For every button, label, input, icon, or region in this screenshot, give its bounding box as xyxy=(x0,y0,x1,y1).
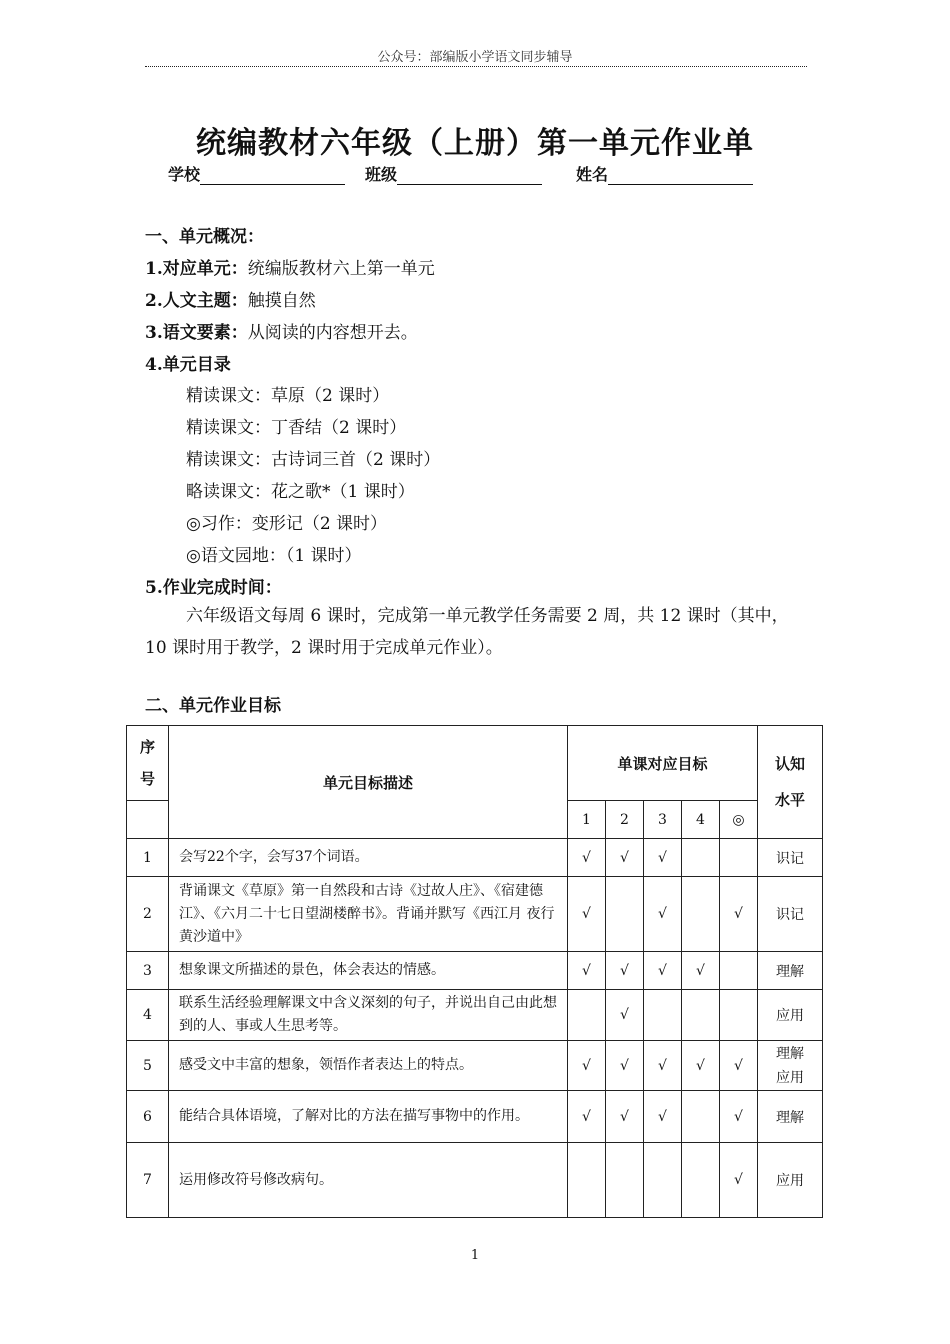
unit-item xyxy=(145,254,435,279)
row-mark: √ xyxy=(644,877,682,952)
row-no: 2 xyxy=(127,877,169,952)
document-title: 统编教材六年级（上册）第一单元作业单 xyxy=(196,126,754,161)
element-item xyxy=(145,318,418,343)
catalog-heading: 4.单元目录 xyxy=(145,355,231,375)
table-row xyxy=(127,1091,823,1143)
row-mark xyxy=(682,990,720,1041)
unit-value: 统编版教材六上第一单元 xyxy=(247,259,435,279)
row-mark: √ xyxy=(568,1041,606,1091)
row-desc: 感受文中丰富的想象，领悟作者表达上的特点。 xyxy=(169,1041,568,1091)
sub-header: 1 xyxy=(568,801,606,839)
row-mark xyxy=(644,990,682,1041)
row-mark: √ xyxy=(606,1041,644,1091)
row-mark: √ xyxy=(720,1143,758,1218)
header-no-blank xyxy=(127,801,169,839)
row-mark: √ xyxy=(644,1091,682,1143)
row-mark: √ xyxy=(568,1091,606,1143)
row-desc: 能结合具体语境，了解对比的方法在描写事物中的作用。 xyxy=(169,1091,568,1143)
table-row xyxy=(127,877,823,952)
row-desc: 背诵课文《草原》第一自然段和古诗《过故人庄》、《宿建德江》、《六月二十七日望湖楼醉书》。背诵并默写《西江月 夜行黄沙道中》 xyxy=(169,877,568,952)
class-blank[interactable] xyxy=(397,166,542,185)
row-desc: 会写22个字，会写37个词语。 xyxy=(169,839,568,877)
goals-table xyxy=(126,725,823,1218)
row-mark xyxy=(568,1143,606,1218)
row-mark: √ xyxy=(720,877,758,952)
row-mark: √ xyxy=(606,952,644,990)
row-level: 应用 xyxy=(758,1143,823,1218)
row-mark: √ xyxy=(720,1091,758,1143)
row-mark: √ xyxy=(644,952,682,990)
row-mark: √ xyxy=(682,952,720,990)
row-mark xyxy=(606,1143,644,1218)
row-desc: 运用修改符号修改病句。 xyxy=(169,1143,568,1218)
student-info-fields xyxy=(168,162,769,185)
row-mark: √ xyxy=(720,1041,758,1091)
unit-label: 1.对应单元： xyxy=(145,259,248,279)
row-mark xyxy=(682,1143,720,1218)
row-mark xyxy=(682,877,720,952)
class-label: 班级 xyxy=(365,165,398,184)
catalog-item: 精读课文：丁香结（2 课时） xyxy=(186,418,407,438)
row-mark xyxy=(720,839,758,877)
catalog-item: ◎习作：变形记（2 课时） xyxy=(186,514,388,534)
row-mark: √ xyxy=(606,1091,644,1143)
section1-heading: 一、单元概况： xyxy=(145,227,264,247)
sub-header: 4 xyxy=(682,801,720,839)
row-level: 应用 xyxy=(758,990,823,1041)
class-field[interactable] xyxy=(365,162,542,185)
row-mark xyxy=(568,990,606,1041)
row-level: 识记 xyxy=(758,877,823,952)
theme-item xyxy=(145,286,316,311)
row-mark xyxy=(720,990,758,1041)
page-header: 公众号：部编版小学语文同步辅导 xyxy=(377,50,573,65)
catalog-item: 略读课文：花之歌*（1 课时） xyxy=(186,482,415,502)
catalog-item: ◎语文园地：（1 课时） xyxy=(186,546,362,566)
section2-heading: 二、单元作业目标 xyxy=(145,696,281,716)
row-mark xyxy=(720,952,758,990)
row-mark xyxy=(606,877,644,952)
element-label: 3.语文要素： xyxy=(145,323,248,343)
table-row xyxy=(127,952,823,990)
time-heading: 5.作业完成时间： xyxy=(145,578,282,598)
row-level: 识记 xyxy=(758,839,823,877)
row-mark xyxy=(682,839,720,877)
catalog-item: 精读课文：草原（2 课时） xyxy=(186,386,390,406)
name-field[interactable] xyxy=(576,162,753,185)
element-value: 从阅读的内容想开去。 xyxy=(247,323,418,343)
sub-header: 3 xyxy=(644,801,682,839)
row-mark: √ xyxy=(568,839,606,877)
page-number: 1 xyxy=(470,1248,480,1263)
school-label: 学校 xyxy=(168,165,201,184)
row-mark: √ xyxy=(644,1041,682,1091)
header-divider xyxy=(145,66,807,67)
catalog-item: 精读课文：古诗词三首（2 课时） xyxy=(186,450,441,470)
table-row xyxy=(127,990,823,1041)
sub-header: 2 xyxy=(606,801,644,839)
row-mark: √ xyxy=(606,990,644,1041)
row-desc: 联系生活经验理解课文中含义深刻的句子，并说出自己由此想到的人、事或人生思考等。 xyxy=(169,990,568,1041)
row-mark xyxy=(682,1091,720,1143)
row-level: 理解 xyxy=(758,952,823,990)
table-row xyxy=(127,1041,823,1091)
row-mark: √ xyxy=(682,1041,720,1091)
row-mark: √ xyxy=(644,839,682,877)
header-desc: 单元目标描述 xyxy=(169,726,568,839)
row-no: 3 xyxy=(127,952,169,990)
row-desc: 想象课文所描述的景色，体会表达的情感。 xyxy=(169,952,568,990)
time-paragraph: 六年级语文每周 6 课时，完成第一单元教学任务需要 2 周，共 12 课时（其中，10 课时用于教学，2 课时用于完成单元作业）。 xyxy=(145,606,789,658)
row-mark xyxy=(644,1143,682,1218)
header-target: 单课对应目标 xyxy=(568,726,758,801)
theme-value: 触摸自然 xyxy=(247,291,316,311)
table-row xyxy=(127,839,823,877)
table-row xyxy=(127,1143,823,1218)
row-mark: √ xyxy=(606,839,644,877)
name-blank[interactable] xyxy=(608,166,753,185)
row-mark: √ xyxy=(568,952,606,990)
row-no: 1 xyxy=(127,839,169,877)
row-no: 7 xyxy=(127,1143,169,1218)
sub-header: ◎ xyxy=(720,801,758,839)
header-level: 认知水平 xyxy=(758,726,823,839)
row-level: 理解应用 xyxy=(758,1041,823,1091)
row-no: 5 xyxy=(127,1041,169,1091)
school-field[interactable] xyxy=(168,162,345,185)
school-blank[interactable] xyxy=(200,166,345,185)
row-level: 理解 xyxy=(758,1091,823,1143)
header-no: 序号 xyxy=(127,726,169,801)
row-no: 4 xyxy=(127,990,169,1041)
row-no: 6 xyxy=(127,1091,169,1143)
theme-label: 2.人文主题： xyxy=(145,291,248,311)
name-label: 姓名 xyxy=(576,165,609,184)
row-mark: √ xyxy=(568,877,606,952)
